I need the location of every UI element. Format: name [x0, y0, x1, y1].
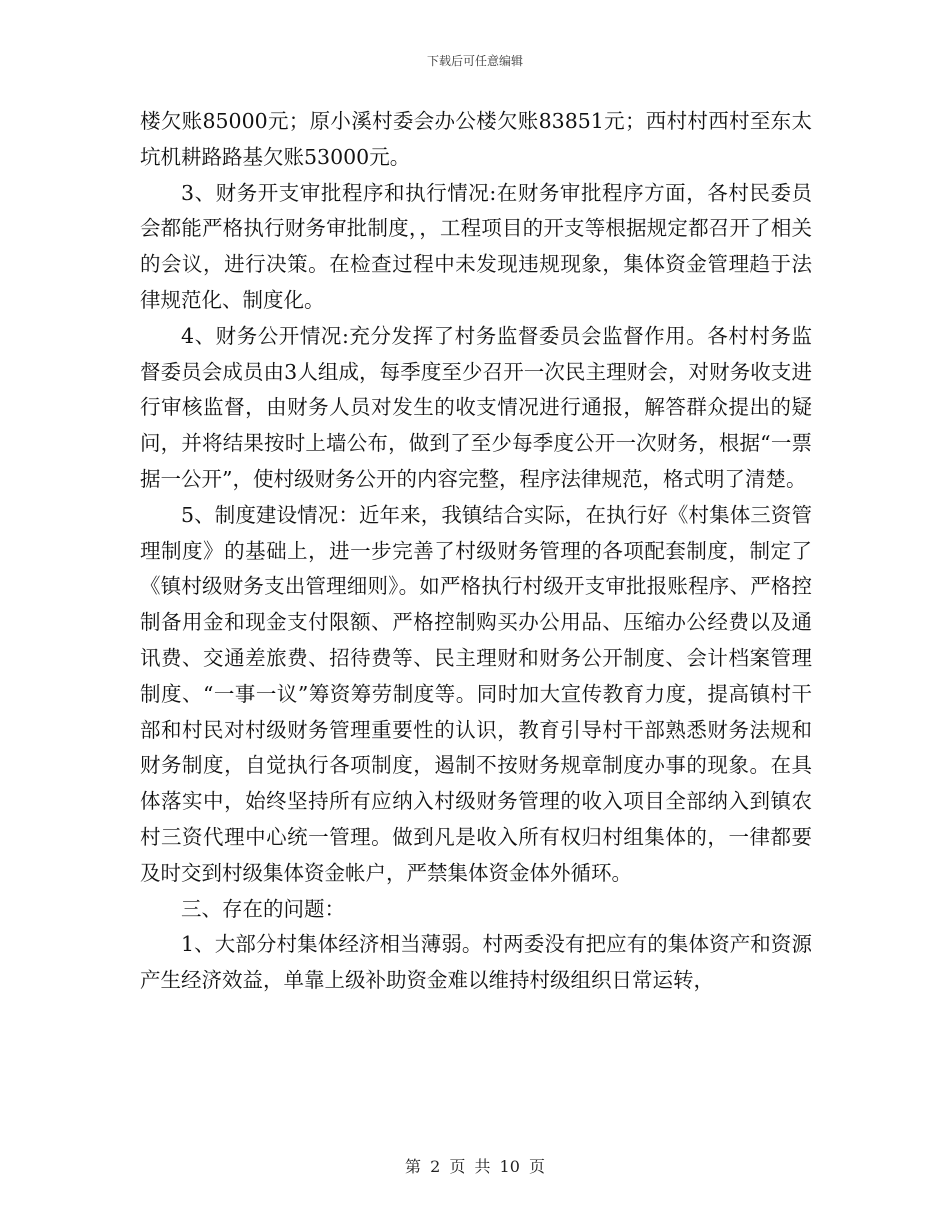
paragraph-5: 1、大部分村集体经济相当薄弱。村两委没有把应有的集体资产和资源产生经济效益，单靠上级补助资金难以维持村级组织日常运转， — [140, 932, 812, 993]
document-body — [140, 104, 812, 999]
paragraph-4: 5、制度建设情况：近年来，我镇结合实际，在执行好《村集体三资管理制度》的基础上，进一步完善了村级财务管理的各项配套制度，制定了《镇村级财务支出管理细则》。如严格执行村级开支审批报账程序、严格控制备用金和现金支付限额、严格控制购买办公用品、压缩办公经费以及通讯费、交通差旅费、招待费等、民主理财和财务公开制度、会计档案管理制度、“一事一议”筹资筹劳制度等。同时加大宣传教育力度，提高镇村干部和村民对村级财务管理重要性的认识，教育引导村干部熟悉财务法规和财务制度，自觉执行各项制度，遏制不按财务规章制度办事的现象。在具体落实中，始终坚持所有应纳入村级财务管理的收入项目全部纳入到镇农村三资代理中心统一管理。做到凡是收入所有权归村组集体的，一律都要及时交到村级集体资金帐户，严禁集体资金体外循环。 — [140, 502, 812, 885]
paragraph-1: 楼欠账85000元；原小溪村委会办公楼欠账83851元；西村村西村至东太坑机耕路路基欠账53000元。 — [140, 109, 812, 169]
section-heading-issues: 三、存在的问题： — [181, 896, 345, 921]
page-header-note: 下载后可任意编辑 — [426, 54, 523, 68]
paragraph-3: 4、财务公开情况:充分发挥了村务监督委员会监督作用。各村村务监督委员会成员由3人组成，每季度至少召开一次民主理财会，对财务收支进行审核监督，由财务人员对发生的收支情况进行通报，解答群众提出的疑问，并将结果按时上墙公布，做到了至少每季度公开一次财务，根据“一票据一公开”，使村级财务公开的内容完整，程序法律规范，格式明了清楚。 — [140, 323, 812, 491]
paragraph-2: 3、财务开支审批程序和执行情况:在财务审批程序方面，各村民委员会都能严格执行财务审批制度，，工程项目的开支等根据规定都召开了相关的会议，进行决策。在检查过程中未发现违规现象，集体资金管理趋于法律规范化、制度化。 — [140, 180, 812, 312]
page-number: 第 2 页 共 10 页 — [405, 1157, 545, 1176]
